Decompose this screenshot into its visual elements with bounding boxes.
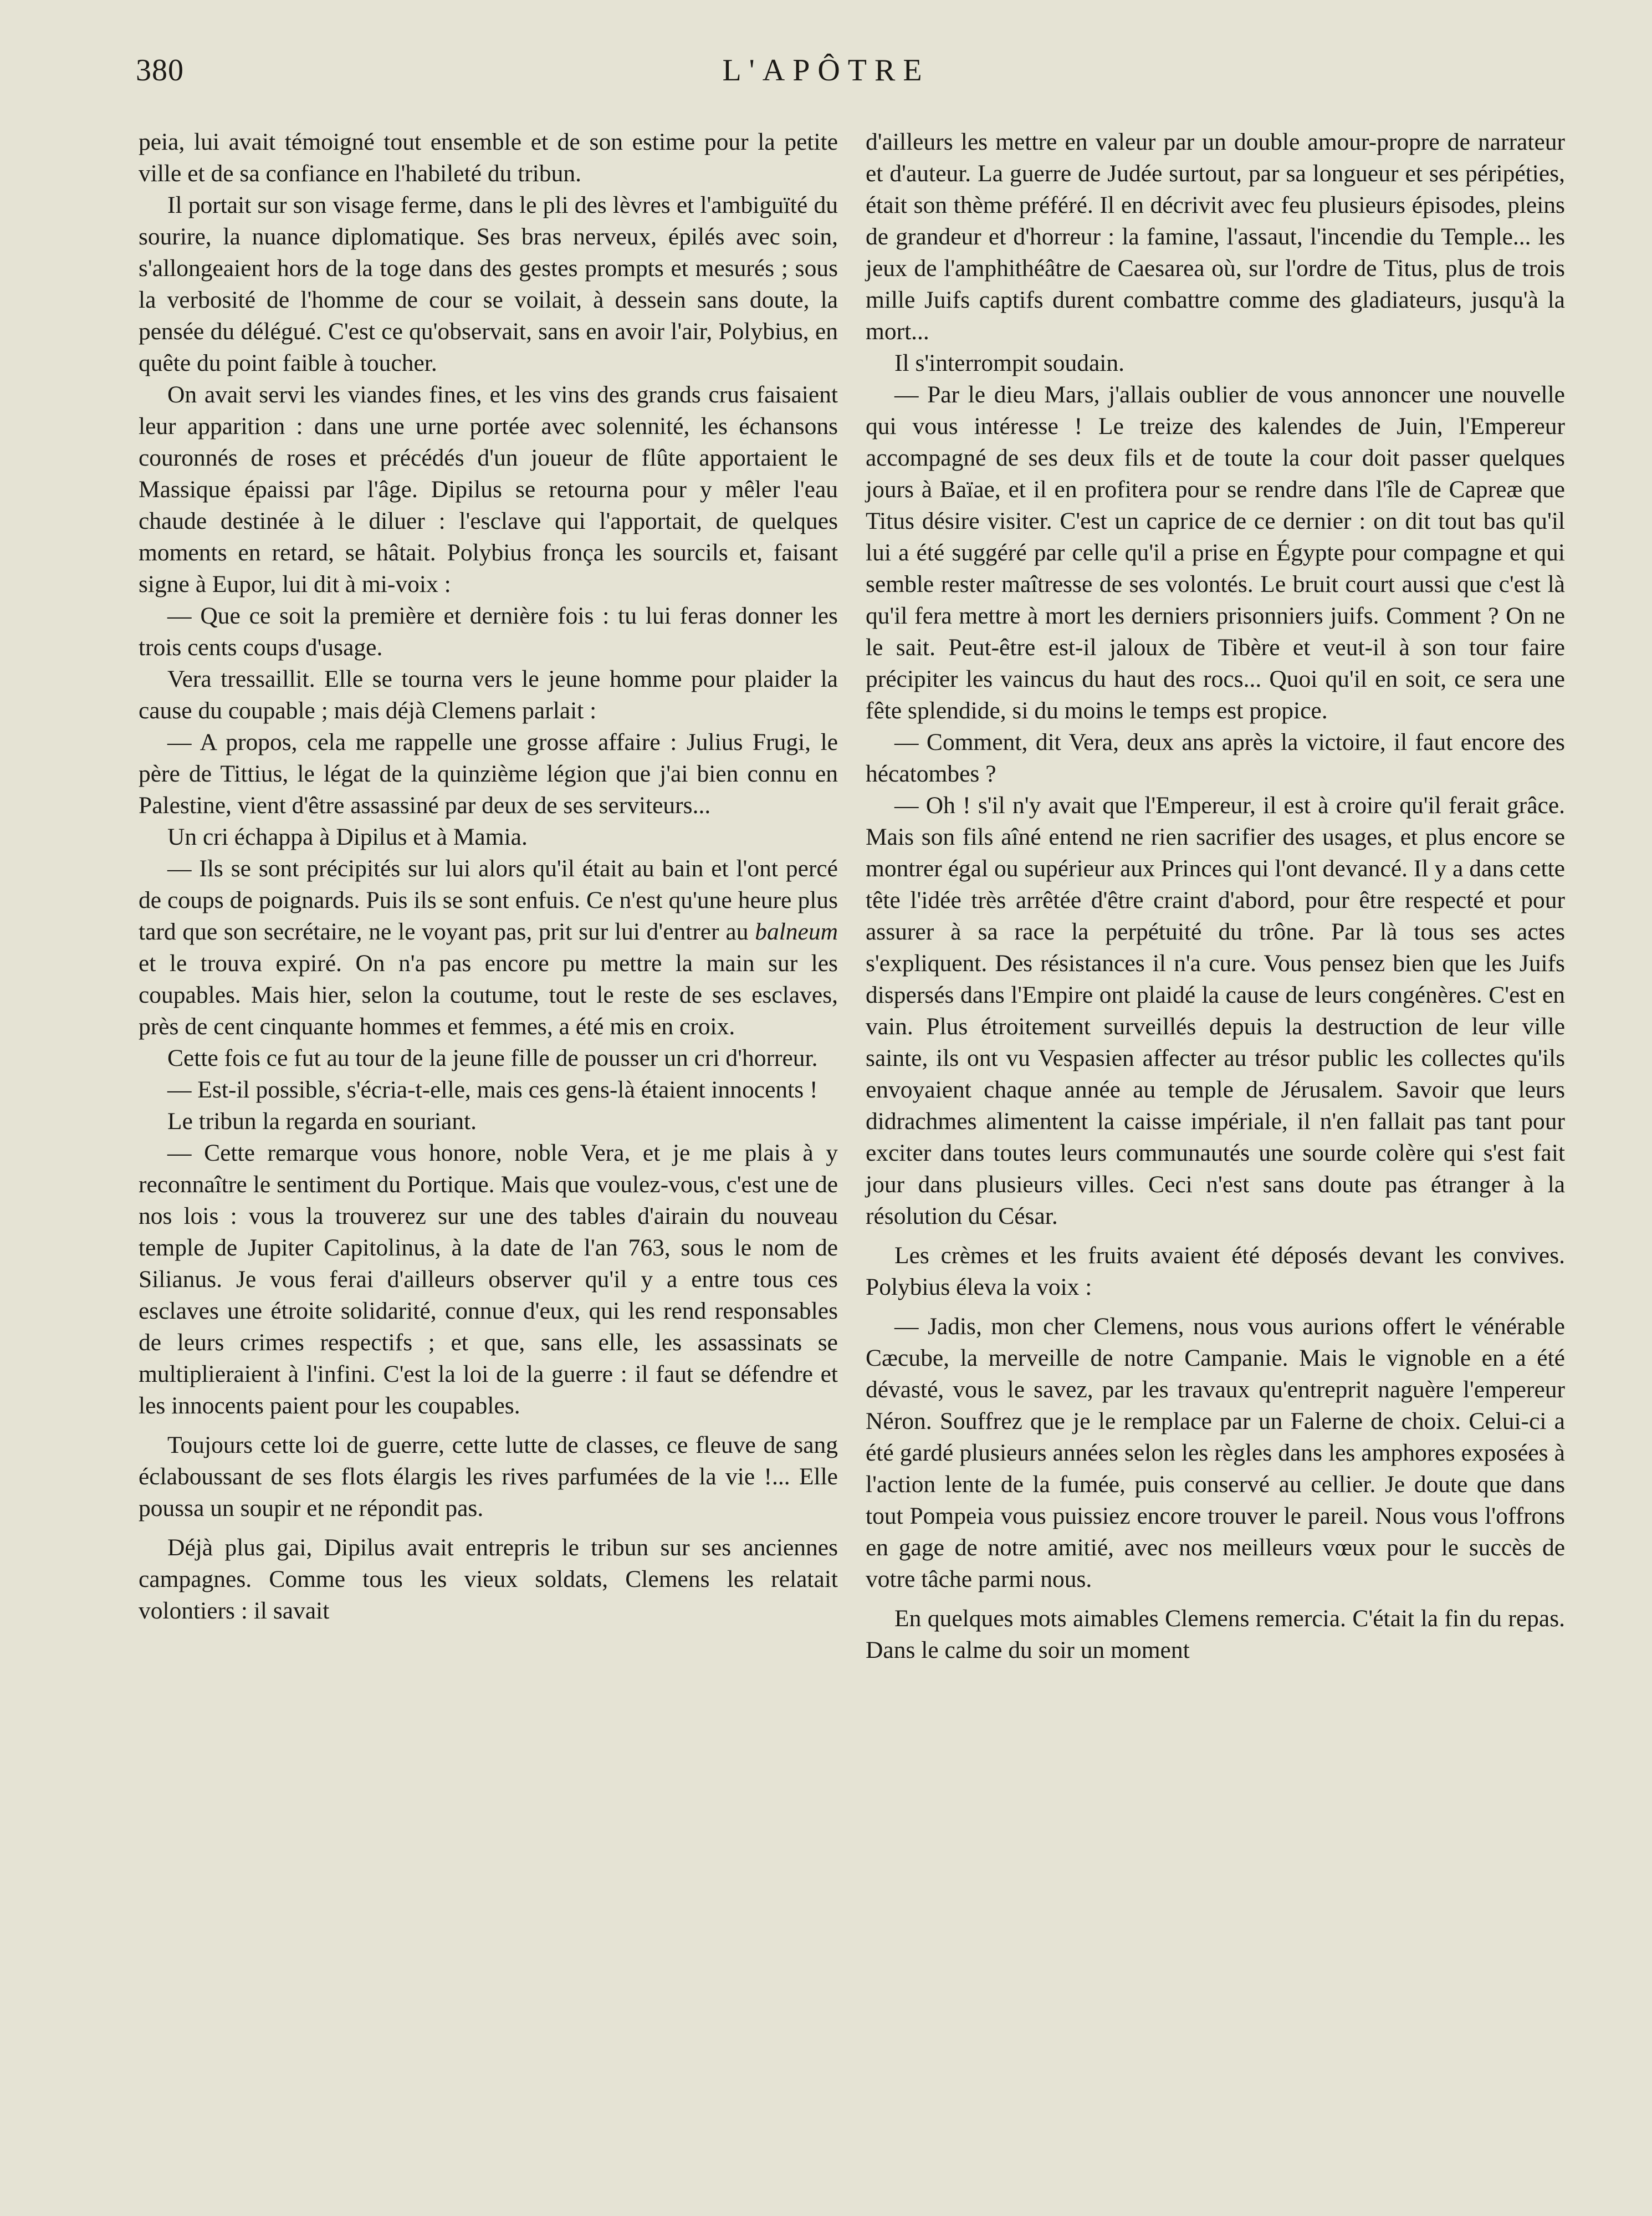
paragraph: — Par le dieu Mars, j'allais oublier de vous annoncer une nouvelle qui vous intéresse ! Le treize des kalendes de Juin, l'Empereur accompagné de ses deux fils et de toute la cour doit passer quelques jours à Baïae, et il en profitera pour se rendre dans l'île de Capreæ que Titus désire visiter. C'est un caprice de ce dernier : on dit tout bas qu'il lui a été suggéré par celle qu'il a prise en Égypte pour compagne et qui semble rester maîtresse de ses volontés. Le bruit court aussi que c'est là qu'il fera mettre à mort les derniers prisonniers juifs. Comment ? On ne le sait. Peut-être est-il jaloux de Tibère et veut-il à son tour faire précipiter les vaincus du haut des rocs... Quoi qu'il en soit, ce sera une fête splendide, si du moins le temps est propice. <box>866 381 1565 724</box>
right-column <box>866 126 1565 1666</box>
paragraph: Les crèmes et les fruits avaient été déposés devant les convives. Polybius éleva la voix : <box>866 1242 1565 1300</box>
paragraph: — A propos, cela me rappelle une grosse affaire : Julius Frugi, le père de Tittius, le légat de la quinzième légion que j'ai bien connu en Palestine, vient d'être assassiné par deux de ses serviteurs... <box>139 729 838 819</box>
page-header <box>0 53 1652 97</box>
left-column <box>139 126 838 1627</box>
paragraph-text: et le trouva expiré. On n'a pas encore pu mettre la main sur les coupables. Mais hier, selon la coutume, tout le reste de ses esclaves, près de cent cinquante hommes et femmes, a été mis en croix. <box>139 950 838 1040</box>
paragraph: En quelques mots aimables Clemens remercia. C'était la fin du repas. Dans le calme du soir un moment <box>866 1605 1565 1663</box>
paragraph: Déjà plus gai, Dipilus avait entrepris le tribun sur ses anciennes campagnes. Comme tous les vieux soldats, Clemens les relatait volontiers : il savait <box>139 1534 838 1624</box>
paragraph: peia, lui avait témoigné tout ensemble et de son estime pour la petite ville et de sa confiance en l'habileté du tribun. <box>139 129 838 187</box>
paragraph <box>139 853 838 1043</box>
paragraph: — Jadis, mon cher Clemens, nous vous aurions offert le vénérable Cæcube, la merveille de notre Campanie. Mais le vignoble en a été dévasté, vous le savez, par les travaux qu'entreprit naguère l'empereur Néron. Souffrez que je le remplace par un Falerne de choix. Celui-ci a été gardé plusieurs années selon les règles dans les amphores exposées à l'action lente de la fumée, puis conservé au cellier. Je doute que dans tout Pompeia vous puissiez encore trouver le pareil. Nous vous l'offrons en gage de notre amitié, avec nos meilleurs vœux pour le succès de votre tâche parmi nous. <box>866 1313 1565 1592</box>
paragraph: Un cri échappa à Dipilus et à Mamia. <box>167 824 528 850</box>
paragraph: — Est-il possible, s'écria-t-elle, mais ces gens-là étaient innocents ! <box>167 1076 818 1103</box>
paragraph: — Cette remarque vous honore, noble Vera, et je me plais à y reconnaître le sentiment du Portique. Mais que voulez-vous, c'est une de nos lois : vous la trouverez sur une des tables d'airain du nouveau temple de Jupiter Capitolinus, à la date de l'an 763, sous le nom de Silianus. Je vous ferai d'ailleurs observer qu'il y a entre tous ces esclaves une étroite solidarité, connue d'eux, qui les rend responsables de leurs crimes respectifs ; et que, sans elle, les assassinats se multiplieraient à l'infini. C'est la loi de la guerre : il faut se défendre et les innocents paient pour les coupables. <box>139 1140 838 1419</box>
paragraph: Cette fois ce fut au tour de la jeune fille de pousser un cri d'horreur. <box>167 1045 818 1071</box>
paragraph: d'ailleurs les mettre en valeur par un double amour-propre de narrateur et d'auteur. La guerre de Judée surtout, par sa longueur et ses péripéties, était son thème préféré. Il en décrivit avec feu plusieurs épisodes, pleins de grandeur et d'horreur : la famine, l'assaut, l'incendie du Temple... les jeux de l'amphithéâtre de Caesarea où, sur l'ordre de Titus, plus de trois mille Juifs captifs durent combattre comme des gladiateurs, jusqu'à la mort... <box>866 129 1565 345</box>
italic-term: balneum <box>755 918 838 945</box>
paragraph: Toujours cette loi de guerre, cette lutte de classes, ce fleuve de sang éclaboussant de ses flots élargis les rives parfumées de la vie !... Elle poussa un soupir et ne répondit pas. <box>139 1432 838 1521</box>
paragraph: — Oh ! s'il n'y avait que l'Empereur, il est à croire qu'il ferait grâce. Mais son fils aîné entend ne rien sacrifier des usages, et plus encore se montrer égal ou supérieur aux Princes qui l'ont devancé. Il y a dans cette tête l'idée très arrêtée d'être craint d'abord, pour être respecté et pour assurer à sa race la perpétuité du trône. Par là tous ses actes s'expliquent. Des résistances il n'a cure. Vous pensez bien que les Juifs dispersés dans l'Empire ont plaidé la cause de leurs congénères. C'est en vain. Plus étroitement surveillés depuis la destruction de leur ville sainte, ils ont vu Vespasien affecter au trésor public les collectes qu'ils envoyaient chaque année au temple de Jérusalem. Savoir que leurs didrachmes alimentent la caisse impériale, il n'en fallait pas tant pour exciter dans toutes leurs communautés une sourde colère qui s'est fait jour dans plusieurs villes. Ceci n'est sans doute pas étranger à la résolution du César. <box>866 792 1565 1229</box>
paragraph: — Comment, dit Vera, deux ans après la victoire, il faut encore des hécatombes ? <box>866 729 1565 787</box>
paragraph: Le tribun la regarda en souriant. <box>167 1108 477 1135</box>
paragraph: Vera tressaillit. Elle se tourna vers le jeune homme pour plaider la cause du coupable ; mais déjà Clemens parlait : <box>139 666 838 724</box>
paragraph-text: — Ils se sont précipités sur lui alors qu'il était au bain et l'ont percé de coups de poignards. Puis ils se sont enfuis. Ce n'est qu'une heure plus tard que son secrétaire, ne le voyant pas, prit sur lui d'entrer au <box>139 855 838 945</box>
page-number: 380 <box>136 53 184 88</box>
paragraph: Il s'interrompit soudain. <box>894 350 1124 376</box>
paragraph: — Que ce soit la première et dernière fois : tu lui feras donner les trois cents coups d'usage. <box>139 602 838 661</box>
running-title: L'APÔTRE <box>722 53 930 88</box>
paragraph: On avait servi les viandes fines, et les vins des grands crus faisaient leur apparition : dans une urne portée avec solennité, les échansons couronnés de roses et précédés d'un joueur de flûte apportaient le Massique épaissi par l'âge. Dipilus se retourna pour y mêler l'eau chaude destinée à le diluer : l'esclave qui l'apportait, de quelques moments en retard, se hâtait. Polybius fronça les sourcils et, faisant signe à Eupor, lui dit à mi-voix : <box>139 381 838 598</box>
paragraph: Il portait sur son visage ferme, dans le pli des lèvres et l'ambiguïté du sourire, la nuance diplomatique. Ses bras nerveux, épilés avec soin, s'allongeaient hors de la toge dans des gestes prompts et mesurés ; sous la verbosité de l'homme de cour se voilait, à dessein sans doute, la pensée du délégué. C'est ce qu'observait, sans en avoir l'air, Polybius, en quête du point faible à toucher. <box>139 192 838 376</box>
